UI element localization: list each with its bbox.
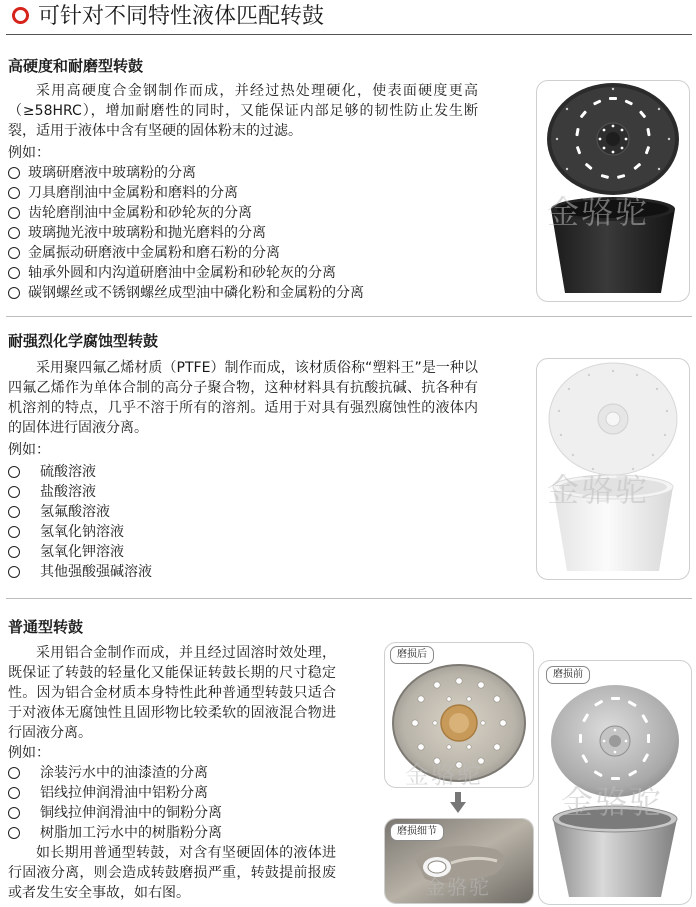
examples-label: 例如： (8, 442, 50, 458)
list-item: 硫酸溶液 (8, 462, 152, 482)
list-item: 玻璃抛光液中玻璃粉和抛光磨料的分离 (8, 223, 364, 243)
list-item: 刀具磨削油中金属粉和磨料的分离 (8, 183, 364, 203)
list-item: 碳钢螺丝或不锈钢螺丝成型油中磷化粉和金属粉的分离 (8, 283, 364, 303)
page-title: 可针对不同特性液体匹配转鼓 (38, 4, 325, 29)
example-list-corrosion-resistant (8, 462, 152, 582)
circle-bullet-icon (8, 167, 20, 179)
list-item: 金属振动研磨液中金属粉和磨石粉的分离 (8, 243, 364, 263)
circle-bullet-icon (8, 227, 20, 239)
detail-label: 磨损细节 (390, 823, 444, 841)
list-item: 铜线拉伸润滑油中的铜粉分离 (8, 803, 222, 823)
circle-bullet-icon (8, 267, 20, 279)
new-drum-photo (538, 660, 692, 905)
header-circle-icon (12, 7, 29, 24)
section-title-wear-resistant: 高硬度和耐磨型转鼓 (8, 57, 144, 75)
header-rule (6, 34, 692, 35)
watermark-text: 金骆驼 (547, 471, 650, 509)
section-description-standard: 采用铝合金制作而成，并且经过固溶时效处理，既保证了转鼓的轻量化又能保证转鼓长期的尺寸稳定性。因为铝合金材质本身特性此种普通型转鼓只适合于对液体无腐蚀性且固形物比较柔软的固液混合物进行固液分离。 (8, 645, 336, 741)
circle-bullet-icon (8, 787, 20, 799)
circle-bullet-icon (8, 807, 20, 819)
circle-bullet-icon (8, 486, 20, 498)
list-item: 轴承外圆和内沟道研磨油中金属粉和砂轮灰的分离 (8, 263, 364, 283)
new-label: 磨损前 (546, 666, 590, 684)
examples-label: 例如： (8, 145, 50, 161)
section-description-corrosion-resistant: 采用聚四氟乙烯材质（PTFE）制作而成，该材质俗称“塑料王”是一种以四氟乙烯作为单体合制的高分子聚合物，这种材料具有抗酸抗碱、抗各种有机溶剂的特点，几乎不溶于所有的溶剂。适用于对具有强烈腐蚀性的液体内的固体进行固液分离。 (8, 360, 478, 436)
circle-bullet-icon (8, 546, 20, 558)
drum-photo-steel (536, 80, 690, 302)
watermark-text: 金骆驼 (425, 875, 491, 899)
list-item: 玻璃研磨液中玻璃粉的分离 (8, 163, 364, 183)
circle-bullet-icon (8, 287, 20, 299)
list-item: 齿轮磨削油中金属粉和砂轮灰的分离 (8, 203, 364, 223)
watermark-text: 金骆驼 (561, 783, 664, 821)
circle-bullet-icon (8, 566, 20, 578)
circle-bullet-icon (8, 767, 20, 779)
watermark-text: 金骆驼 (405, 761, 483, 788)
list-item: 铝线拉伸润滑油中铝粉分离 (8, 783, 222, 803)
page-header (0, 0, 696, 34)
list-item: 涂装污水中的油漆渣的分离 (8, 763, 222, 783)
watermark-text: 金骆驼 (547, 193, 650, 231)
section-title-standard: 普通型转鼓 (8, 618, 84, 636)
circle-bullet-icon (8, 827, 20, 839)
list-item: 氢氟酸溶液 (8, 502, 152, 522)
warning-note: 如长期用普通型转鼓，对含有坚硬固体的液体进行固液分离，则会造成转鼓磨损严重，转鼓提前报废或者发生安全事故，如右图。 (8, 845, 336, 901)
section-title-corrosion-resistant: 耐强烈化学腐蚀型转鼓 (8, 332, 159, 350)
section-divider (6, 598, 692, 599)
circle-bullet-icon (8, 207, 20, 219)
circle-bullet-icon (8, 526, 20, 538)
circle-bullet-icon (8, 506, 20, 518)
list-item: 氢氧化钾溶液 (8, 542, 152, 562)
list-item: 氢氧化钠溶液 (8, 522, 152, 542)
circle-bullet-icon (8, 247, 20, 259)
section-divider (6, 316, 692, 317)
arrow-down-icon (450, 792, 466, 814)
drum-photo-ptfe (536, 358, 690, 580)
examples-label: 例如： (8, 745, 50, 761)
circle-bullet-icon (8, 466, 20, 478)
example-list-wear-resistant (8, 163, 364, 303)
list-item: 树脂加工污水中的树脂粉分离 (8, 823, 222, 843)
list-item: 盐酸溶液 (8, 482, 152, 502)
circle-bullet-icon (8, 187, 20, 199)
section-description-wear-resistant: 采用高硬度合金钢制作而成，并经过热处理硬化，使表面硬度更高（≥58HRC），增加耐磨性的同时，又能保证内部足够的韧性防止发生断裂，适用于液体中含有坚硬的固体粉末的过滤。 (8, 83, 478, 139)
worn-label: 磨损后 (390, 646, 434, 664)
list-item: 其他强酸强碱溶液 (8, 562, 152, 582)
example-list-standard (8, 763, 222, 843)
